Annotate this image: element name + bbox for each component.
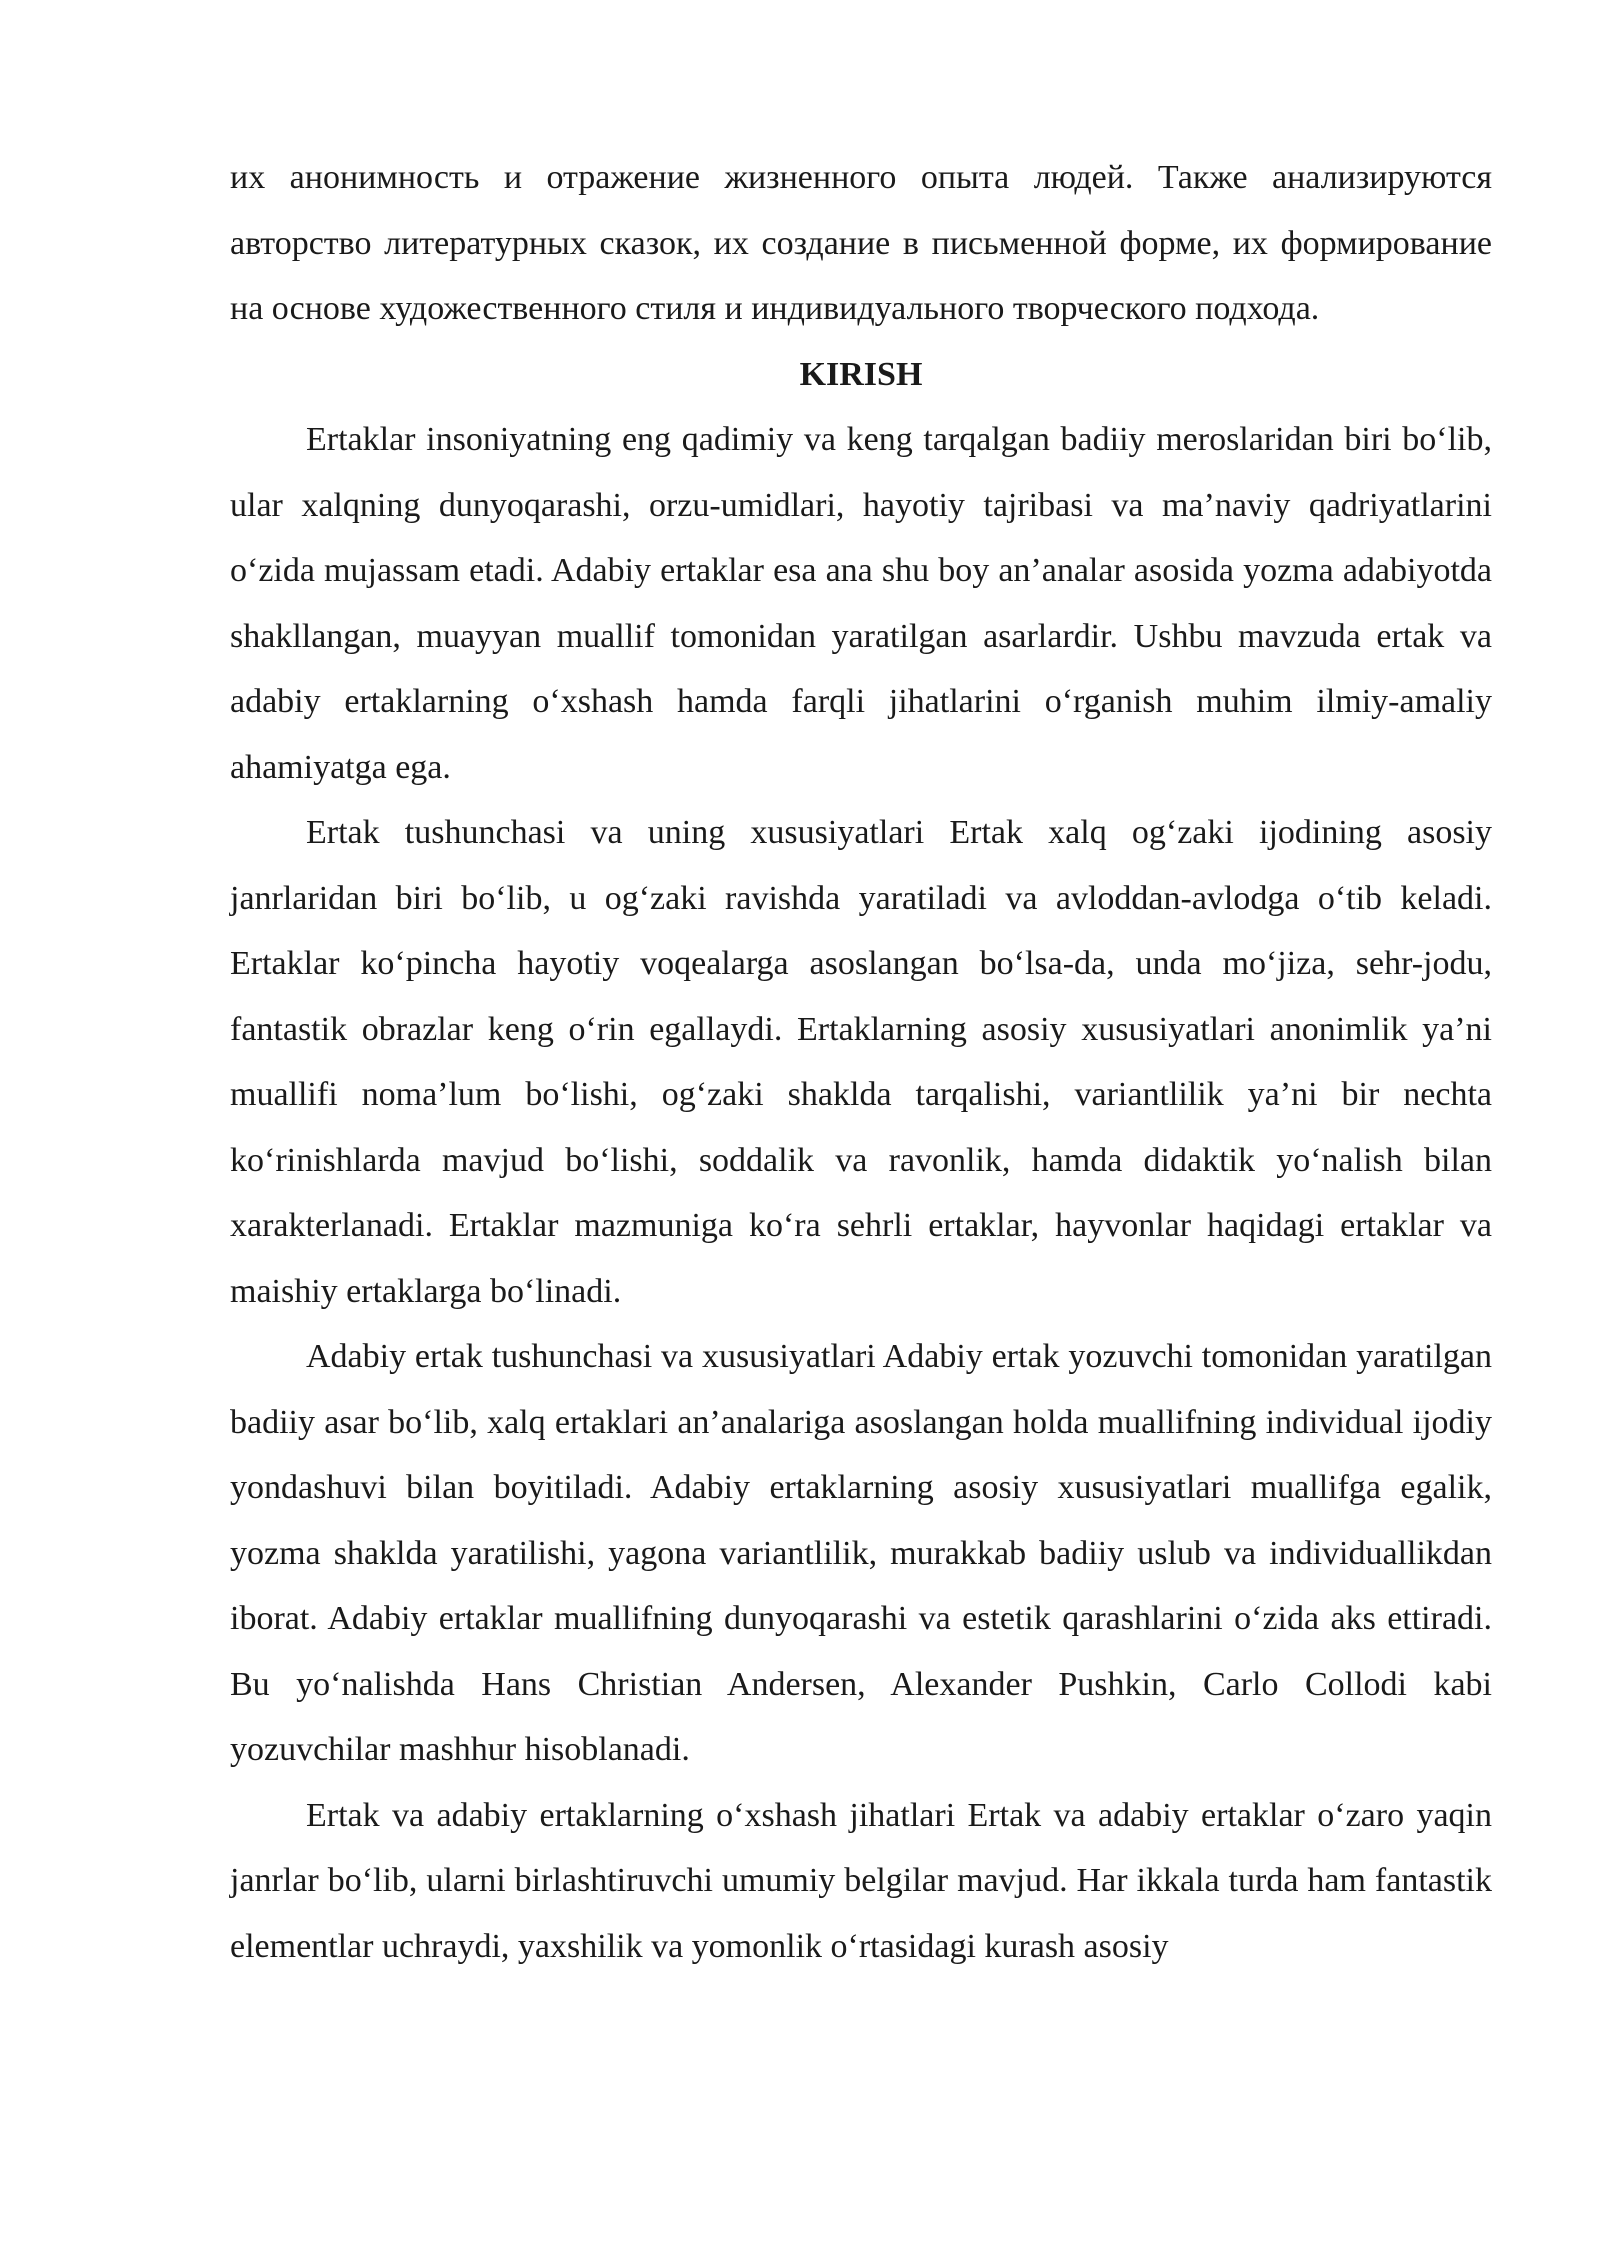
body-paragraph: Ertak va adabiy ertaklarning o‘xshash jihatlari Ertak va adabiy ertaklar o‘zaro yaqin janrlar bo‘lib, ularni birlashtiruvchi umumiy belgilar mavjud. Har ikkala turda ham fantastik elementlar uchraydi, yaxshilik va yomonlik o‘rtasidagi kurash asosiy [230,1796,1492,1965]
body-paragraph: Ertaklar insoniyatning eng qadimiy va keng tarqalgan badiiy meroslaridan biri bo‘lib, ular xalqning dunyoqarashi, orzu-umidlari, hayotiy tajribasi va ma’naviy qadriyatlarini o‘zida mujassam etadi. Adabiy ertaklar esa ana shu boy an’analar asosida yozma adabiyotda shakllangan, muayyan muallif tomonidan yaratilgan asarlardir. Ushbu mavzuda ertak va adabiy ertaklarning o‘xshash hamda farqli jihatlarini o‘rganish muhim ilmiy-amaliy ahamiyatga ega. [230,421,1492,786]
document-body [230,145,1492,1979]
body-paragraph: Adabiy ertak tushunchasi va xususiyatlari Adabiy ertak yozuvchi tomonidan yaratilgan badiiy asar bo‘lib, xalq ertaklari an’analariga asoslangan holda muallifning individual ijodiy yondashuvi bilan boyitiladi. Adabiy ertaklarning asosiy xususiyatlari muallifga egalik, yozma shaklda yaratilishi, yagona variantlilik, murakkab badiiy uslub va individuallikdan iborat. Adabiy ertaklar muallifning dunyoqarashi va estetik qarashlarini o‘zida aks ettiradi. Bu yo‘nalishda Hans Christian Andersen, Alexander Pushkin, Carlo Collodi kabi yozuvchilar mashhur hisoblanadi. [230,1338,1492,1768]
section-heading: KIRISH [799,355,923,393]
body-paragraph: Ertak tushunchasi va uning xususiyatlari Ertak xalq og‘zaki ijodining asosiy janrlaridan biri bo‘lib, u og‘zaki ravishda yaratiladi va avloddan-avlodga o‘tib keladi. Ertaklar ko‘pincha hayotiy voqealarga asoslangan bo‘lsa-da, unda mo‘jiza, sehr-jodu, fantastik obrazlar keng o‘rin egallaydi. Ertaklarning asosiy xususiyatlari anonimlik ya’ni muallifi noma’lum bo‘lishi, og‘zaki shaklda tarqalishi, variantlilik ya’ni bir nechta ko‘rinishlarda mavjud bo‘lishi, soddalik va ravonlik, hamda didaktik yo‘nalish bilan xarakterlanadi. Ertaklar mazmuniga ko‘ra sehrli ertaklar, hayvonlar haqidagi ertaklar va maishiy ertaklarga bo‘linadi. [230,814,1492,1310]
intro-paragraph: их анонимность и отражение жизненного опыта людей. Также анализируются авторство литературных сказок, их создание в письменной форме, их формирование на основе художественного стиля и индивидуального творческого подхода. [230,159,1492,327]
